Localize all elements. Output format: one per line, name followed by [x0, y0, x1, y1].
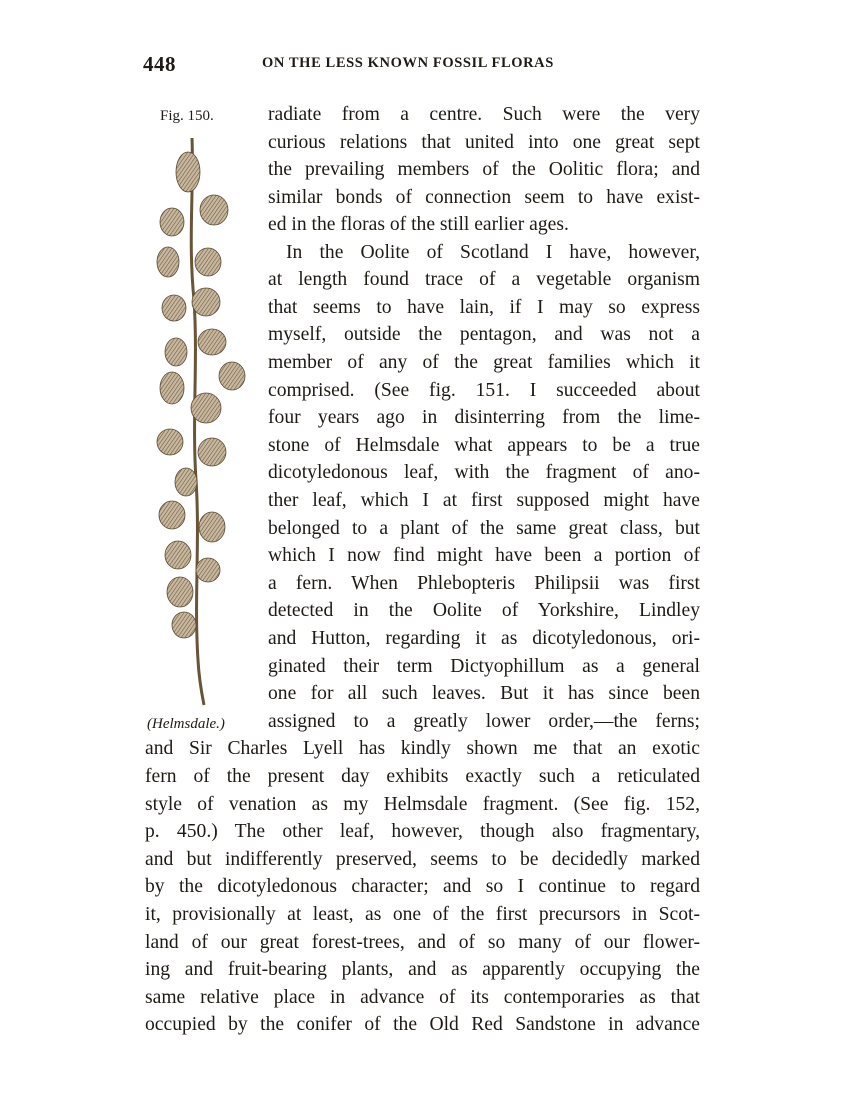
text-line: radiate from a centre. Such were the very	[268, 104, 700, 125]
text-line: fern of the present day exhibits exactly such a reticulated	[145, 766, 700, 787]
text-line: that seems to have lain, if I may so express	[268, 297, 700, 318]
fossil-leaf-figure	[148, 130, 254, 710]
text-line: In the Oolite of Scotland I have, however,	[286, 242, 700, 263]
text-line: ing and fruit-bearing plants, and as apparently occupying the	[145, 959, 700, 980]
text-line: ginated their term Dictyophillum as a general	[268, 656, 700, 677]
text-line: a fern. When Phlebopteris Philipsii was first	[268, 573, 700, 594]
text-line: stone of Helmsdale what appears to be a true	[268, 435, 700, 456]
text-line: it, provisionally at least, as one of the first precursors in Scot-	[145, 904, 700, 925]
text-line: similar bonds of connection seem to have exist-	[268, 187, 700, 208]
figure-label: Fig. 150.	[160, 108, 214, 124]
text-line: comprised. (See fig. 151. I succeeded about	[268, 380, 700, 401]
text-line: and but indifferently preserved, seems to be decidedly marked	[145, 849, 700, 870]
running-head: ON THE LESS KNOWN FOSSIL FLORAS	[262, 55, 554, 71]
text-line: p. 450.) The other leaf, however, though also fragmentary,	[145, 821, 700, 842]
text-line: ther leaf, which I at first supposed might have	[268, 490, 700, 511]
text-line: land of our great forest-trees, and of so many of our flower-	[145, 932, 700, 953]
figure-caption: (Helmsdale.)	[147, 716, 225, 732]
text-line: dicotyledonous leaf, with the fragment of ano-	[268, 462, 700, 483]
text-line: curious relations that united into one great sept	[268, 132, 700, 153]
text-line: myself, outside the pentagon, and was not a	[268, 324, 700, 345]
text-line: assigned to a greatly lower order,—the ferns;	[268, 711, 700, 732]
text-line: the prevailing members of the Oolitic flora; and	[268, 159, 700, 180]
text-line: which I now find might have been a portion of	[268, 545, 700, 566]
text-line: belonged to a plant of the same great class, but	[268, 518, 700, 539]
text-line: member of any of the great families which it	[268, 352, 700, 373]
text-line: same relative place in advance of its contemporaries as that	[145, 987, 700, 1008]
text-line: detected in the Oolite of Yorkshire, Lindley	[268, 600, 700, 621]
text-line: ed in the floras of the still earlier ages.	[268, 214, 569, 235]
text-line: and Hutton, regarding it as dicotyledonous, ori-	[268, 628, 700, 649]
page-number: 448	[143, 52, 176, 76]
text-line: occupied by the conifer of the Old Red Sandstone in advance	[145, 1014, 700, 1035]
text-line: by the dicotyledonous character; and so I continue to regard	[145, 876, 700, 897]
text-line: four years ago in disinterring from the lime-	[268, 407, 700, 428]
text-line: one for all such leaves. But it has since been	[268, 683, 700, 704]
text-line: style of venation as my Helmsdale fragment. (See fig. 152,	[145, 794, 700, 815]
text-line: and Sir Charles Lyell has kindly shown me that an exotic	[145, 738, 700, 759]
text-line: at length found trace of a vegetable organism	[268, 269, 700, 290]
